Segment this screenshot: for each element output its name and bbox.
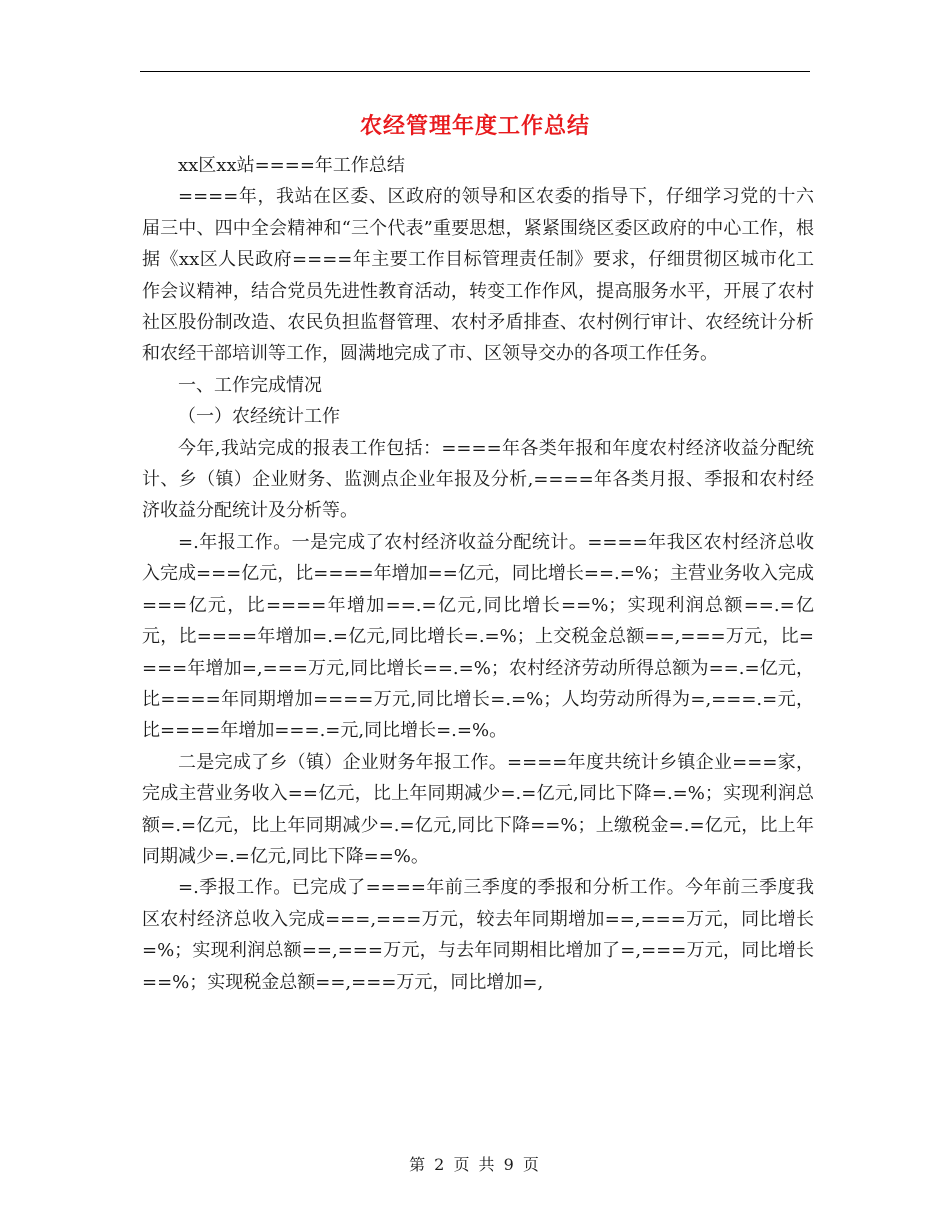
paragraph-enterprise: 二是完成了乡（镇）企业财务年报工作。====年度共统计乡镇企业===家，完成主营业务收入==亿元，比上年同期减少=.=亿元,同比下降=.=%；实现利润总额=.=亿元，比上年同期减少=.=亿元,同比下降==%；上缴税金=.=亿元，比上年同期减少=.=亿元,同比下降==%。 xyxy=(142,751,814,867)
header-rule xyxy=(140,71,810,72)
paragraph-intro: ====年，我站在区委、区政府的领导和区农委的指导下，仔细学习党的十六届三中、四中全会精神和“三个代表”重要思想，紧紧围绕区委区政府的中心工作，根据《xx区人民政府====年主要工作目标管理责任制》要求，仔细贯彻区城市化工作会议精神，结合党员先进性教育活动，转变工作作风，提高服务水平，开展了农村社区股份制改造、农民负担监督管理、农村矛盾排查、农村例行审计、农经统计分析和农经干部培训等工作，圆满地完成了市、区领导交办的各项工作任务。 xyxy=(142,186,814,365)
paragraph-subtitle: xx区xx站====年工作总结 xyxy=(178,155,405,176)
subsection-heading: （一）农经统计工作 xyxy=(178,406,340,428)
page-number: 第 2 页 共 9 页 xyxy=(409,1155,541,1174)
paragraph-quarterly: =.季报工作。已完成了====年前三季度的季报和分析工作。今年前三季度我区农村经济总收入完成===,===万元，较去年同期增加==,===万元，同比增长=%；实现利润总额==,===万元，与去年同期相比增加了=,===万元，同比增长==%；实现税金总额==,===万元，同比增加=, xyxy=(142,877,814,993)
document-body xyxy=(142,150,814,998)
document-title: 农经管理年度工作总结 xyxy=(359,113,590,139)
section-heading: 一、工作完成情况 xyxy=(178,374,322,396)
paragraph-annual: =.年报工作。一是完成了农村经济收益分配统计。====年我区农村经济总收入完成===亿元，比====年增加==亿元，同比增长==.=%；主营业务收入完成===亿元，比====年增加==.=亿元,同比增长==%；实现利润总额==.=亿元，比====年增加=.=亿元,同比增长=.=%；上交税金总额==,===万元，比====年增加=,===万元,同比增长==.=%；农村经济劳动所得总额为==.=亿元，比====年同期增加====万元,同比增长=.=%；人均劳动所得为=,===.=元，比====年增加===.=元,同比增长=.=%。 xyxy=(142,531,814,742)
paragraph-reports: 今年,我站完成的报表工作包括：====年各类年报和年度农村经济收益分配统计、乡（镇）企业财务、监测点企业年报及分析,====年各类月报、季报和农村经济收益分配统计及分析等。 xyxy=(142,437,814,522)
